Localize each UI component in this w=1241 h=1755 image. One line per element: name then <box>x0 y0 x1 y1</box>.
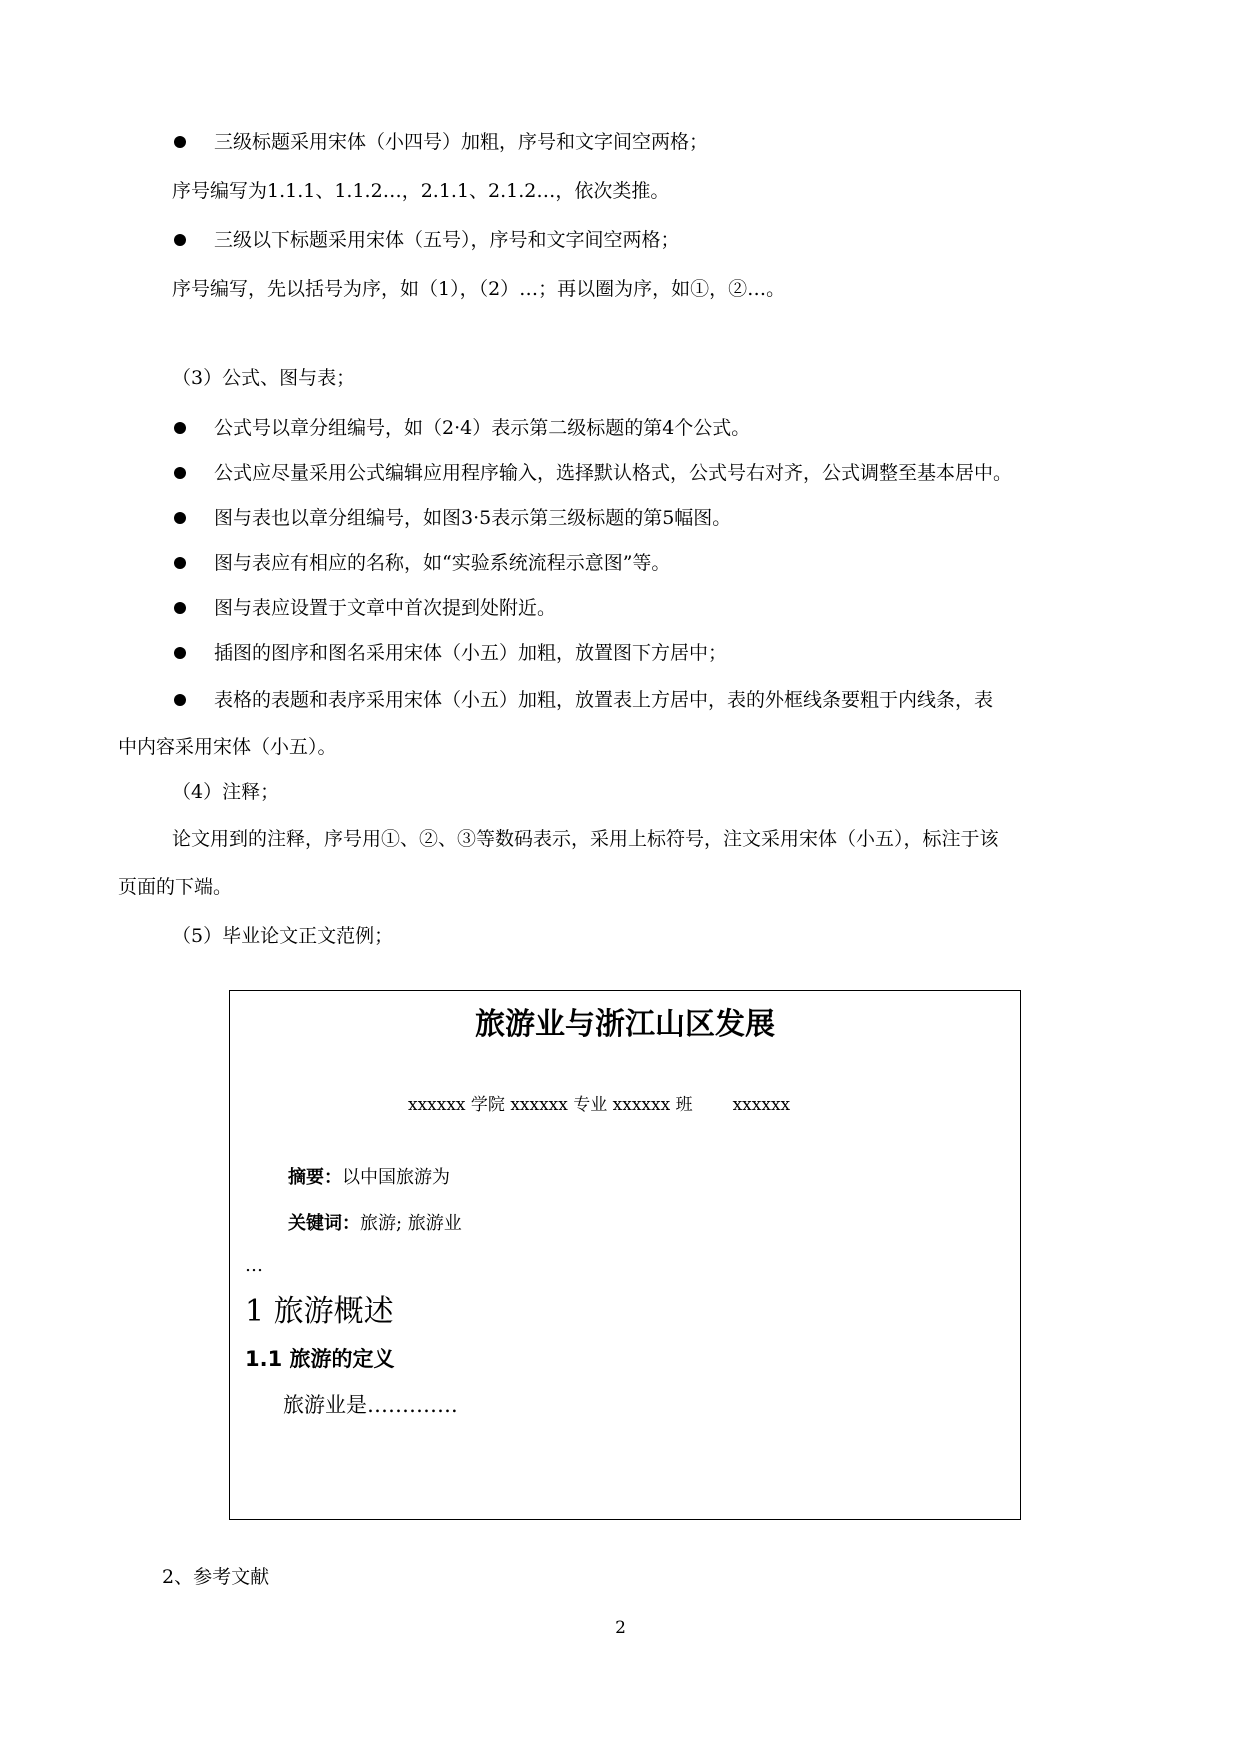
sample-abstract-label: 摘要： <box>288 1167 342 1188</box>
third-level-numbering-text: 序号编写为1.1.1、1.1.2…，2.1.1、2.1.2…，依次类推。 <box>172 180 670 202</box>
bullet-icon <box>174 557 186 569</box>
sample-author-line <box>408 1093 790 1117</box>
item4-text-line2: 页面的下端。 <box>118 876 233 898</box>
item3-heading: （3）公式、图与表； <box>172 367 356 389</box>
sample-keywords-label: 关键词： <box>288 1213 360 1234</box>
item3-table-bullet-line1: 表格的表题和表序采用宋体（小五）加粗，放置表上方居中，表的外框线条要粗于内线条，表 <box>214 689 994 711</box>
item3-bullet-text: 图与表应设置于文章中首次提到处附近。 <box>214 597 557 619</box>
sample-ellipsis: … <box>245 1255 263 1276</box>
item3-bullet-text: 图与表应有相应的名称，如“实验系统流程示意图”等。 <box>214 552 671 574</box>
sample-keywords <box>288 1211 462 1237</box>
item3-table-bullet-line2: 中内容采用宋体（小五）。 <box>118 736 337 758</box>
sample-abstract <box>288 1165 450 1191</box>
sample-keywords-text: 旅游; 旅游业 <box>360 1213 462 1234</box>
sample-paper-box <box>229 990 1021 1520</box>
sample-abstract-text: 以中国旅游为 <box>342 1167 450 1188</box>
bullet-icon <box>174 694 186 706</box>
below-third-numbering-text: 序号编写，先以括号为序，如（1），（2）…；再以圈为序，如①，②…。 <box>172 278 786 300</box>
sample-author-name: xxxxxx <box>732 1095 791 1115</box>
bullet-icon <box>174 647 186 659</box>
item4-heading: （4）注释； <box>172 781 280 803</box>
item4-text-line1: 论文用到的注释，序号用①、②、③等数码表示，采用上标符号，注文采用宋体（小五），标注于该 <box>172 828 999 850</box>
sample-chapter-heading: 1 旅游概述 <box>245 1294 394 1329</box>
section2-heading: 2、参考文献 <box>162 1566 270 1588</box>
bullet-icon <box>174 467 186 479</box>
bullet-third-level-text: 三级标题采用宋体（小四号）加粗，序号和文字间空两格； <box>214 131 709 153</box>
page-number: 2 <box>615 1618 626 1638</box>
bullet-icon <box>174 602 186 614</box>
bullet-below-third-level-text: 三级以下标题采用宋体（五号），序号和文字间空两格； <box>214 229 680 251</box>
bullet-icon <box>174 234 186 246</box>
item5-heading: （5）毕业论文正文范例； <box>172 925 394 947</box>
bullet-icon <box>174 422 186 434</box>
sample-title: 旅游业与浙江山区发展 <box>475 1007 775 1042</box>
sample-body-text: 旅游业是…………. <box>283 1393 458 1417</box>
item3-bullet-text: 公式应尽量采用公式编辑应用程序输入，选择默认格式，公式号右对齐，公式调整至基本居中。 <box>214 462 1013 484</box>
bullet-icon <box>174 512 186 524</box>
item3-bullet-text: 公式号以章分组编号，如（2·4）表示第二级标题的第4个公式。 <box>214 417 751 439</box>
sample-author-affiliation: xxxxxx 学院 xxxxxx 专业 xxxxxx 班 <box>408 1095 693 1115</box>
sample-section-heading: 1.1 旅游的定义 <box>245 1347 395 1371</box>
bullet-icon <box>174 136 186 148</box>
item3-bullet-text: 插图的图序和图名采用宋体（小五）加粗，放置图下方居中； <box>214 642 728 664</box>
item3-bullet-text: 图与表也以章分组编号，如图3·5表示第三级标题的第5幅图。 <box>214 507 732 529</box>
